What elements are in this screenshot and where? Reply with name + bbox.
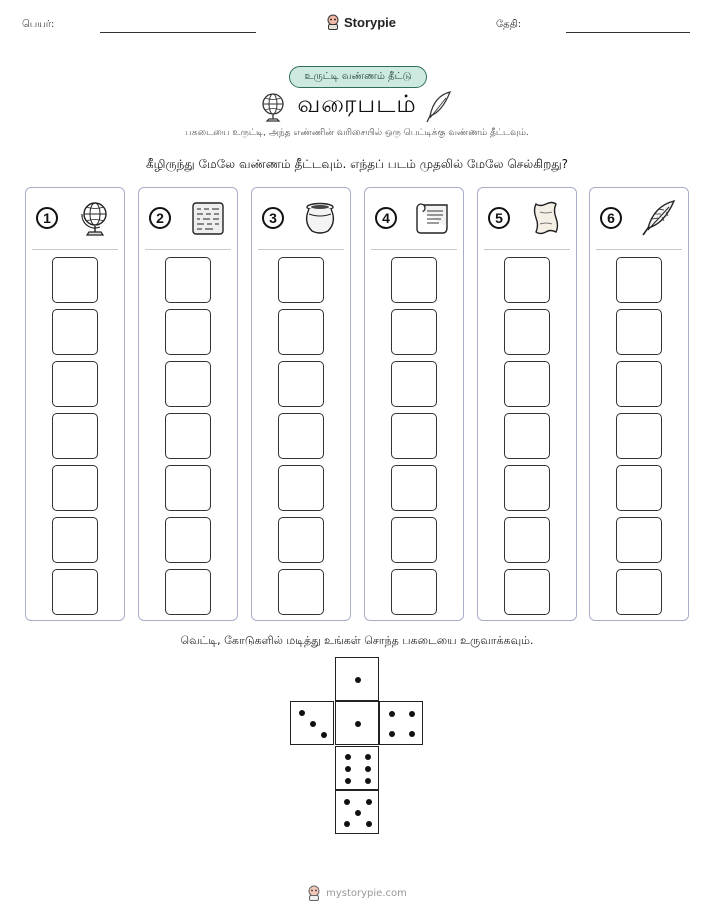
pip	[409, 711, 415, 717]
color-box[interactable]	[616, 361, 662, 407]
die-face-3	[290, 701, 334, 745]
brand-name: Storypie	[344, 14, 397, 30]
column-number: 3	[262, 207, 284, 229]
color-box[interactable]	[391, 517, 437, 563]
color-box[interactable]	[165, 465, 211, 511]
column-number: 2	[149, 207, 171, 229]
color-box[interactable]	[278, 413, 324, 459]
pip	[389, 731, 395, 737]
color-box[interactable]	[391, 361, 437, 407]
color-box[interactable]	[278, 309, 324, 355]
pip	[365, 778, 371, 784]
pip	[409, 731, 415, 737]
pip	[299, 710, 305, 716]
activity-badge: உருட்டி வண்ணம் தீட்டு	[289, 66, 427, 88]
color-box[interactable]	[616, 569, 662, 615]
color-box[interactable]	[52, 361, 98, 407]
column-1	[25, 187, 125, 621]
column-divider	[145, 249, 231, 250]
color-box[interactable]	[391, 309, 437, 355]
quill-title-icon	[424, 90, 454, 124]
color-box[interactable]	[165, 309, 211, 355]
pip	[345, 754, 351, 760]
pip	[344, 799, 350, 805]
color-box[interactable]	[391, 413, 437, 459]
parchment-icon	[526, 198, 566, 238]
die-face-4	[379, 701, 423, 745]
pip	[389, 711, 395, 717]
color-box[interactable]	[52, 413, 98, 459]
color-box[interactable]	[278, 465, 324, 511]
color-box[interactable]	[165, 569, 211, 615]
scroll-icon	[413, 198, 453, 238]
color-box[interactable]	[504, 309, 550, 355]
column-number: 4	[375, 207, 397, 229]
page-subtitle: பகடையை உருட்டி, அந்த எண்ணின் வரிசையில் ஒரு பெட்டிக்கு வண்ணம் தீட்டவும்.	[185, 128, 529, 138]
column-3	[251, 187, 351, 621]
color-box[interactable]	[52, 309, 98, 355]
color-box[interactable]	[391, 257, 437, 303]
cut-fold-instruction: வெட்டி, கோடுகளில் மடித்து உங்கள் சொந்த பகடையை உருவாக்கவும்.	[180, 634, 534, 647]
column-number: 5	[488, 207, 510, 229]
footer	[0, 885, 714, 901]
pip	[366, 821, 372, 827]
color-box[interactable]	[504, 465, 550, 511]
name-line[interactable]	[100, 32, 256, 33]
footer-url[interactable]: mystorypie.com	[326, 887, 407, 899]
quill-icon	[638, 198, 678, 238]
color-box[interactable]	[391, 465, 437, 511]
die-face-6	[335, 746, 379, 790]
date-line[interactable]	[566, 32, 690, 33]
pip	[345, 766, 351, 772]
pip	[321, 732, 327, 738]
color-box[interactable]	[278, 257, 324, 303]
instruction-text: கீழிருந்து மேலே வண்ணம் தீட்டவும். எந்தப் படம் முதலில் மேலே செல்கிறது?	[145, 157, 569, 171]
pip	[365, 766, 371, 772]
pip	[344, 821, 350, 827]
pip	[365, 754, 371, 760]
column-divider	[32, 249, 118, 250]
pip	[345, 778, 351, 784]
die-face-5	[335, 790, 379, 834]
color-box[interactable]	[504, 569, 550, 615]
color-box[interactable]	[504, 257, 550, 303]
color-box[interactable]	[391, 569, 437, 615]
color-box[interactable]	[278, 569, 324, 615]
color-box[interactable]	[165, 257, 211, 303]
column-6	[589, 187, 689, 621]
color-box[interactable]	[278, 361, 324, 407]
pip	[366, 799, 372, 805]
pot-icon	[300, 198, 340, 238]
color-box[interactable]	[165, 361, 211, 407]
color-box[interactable]	[616, 257, 662, 303]
color-box[interactable]	[504, 517, 550, 563]
color-box[interactable]	[616, 413, 662, 459]
date-label: தேதி:	[496, 19, 522, 30]
tablet-icon	[187, 198, 227, 238]
pip	[355, 721, 361, 727]
color-box[interactable]	[616, 465, 662, 511]
die-face-1	[335, 657, 379, 701]
color-box[interactable]	[616, 309, 662, 355]
color-box[interactable]	[616, 517, 662, 563]
color-box[interactable]	[52, 569, 98, 615]
column-divider	[258, 249, 344, 250]
column-divider	[484, 249, 570, 250]
color-box[interactable]	[52, 517, 98, 563]
column-4	[364, 187, 464, 621]
mascot-icon	[307, 885, 321, 901]
color-box[interactable]	[504, 361, 550, 407]
color-box[interactable]	[52, 257, 98, 303]
pip	[355, 677, 361, 683]
column-divider	[596, 249, 682, 250]
brand-logo	[326, 14, 396, 30]
column-number: 1	[36, 207, 58, 229]
color-box[interactable]	[165, 517, 211, 563]
column-divider	[371, 249, 457, 250]
name-label: பெயர்:	[22, 19, 55, 30]
column-number: 6	[600, 207, 622, 229]
color-box[interactable]	[278, 517, 324, 563]
color-box[interactable]	[165, 413, 211, 459]
pip	[310, 721, 316, 727]
mascot-icon	[326, 14, 340, 30]
column-5	[477, 187, 577, 621]
globe-icon	[74, 198, 114, 238]
color-box[interactable]	[52, 465, 98, 511]
page-title: வரைபடம்	[297, 90, 417, 118]
pip	[355, 810, 361, 816]
column-2	[138, 187, 238, 621]
die-net	[290, 657, 424, 835]
die-face-1	[335, 701, 379, 745]
color-box[interactable]	[504, 413, 550, 459]
